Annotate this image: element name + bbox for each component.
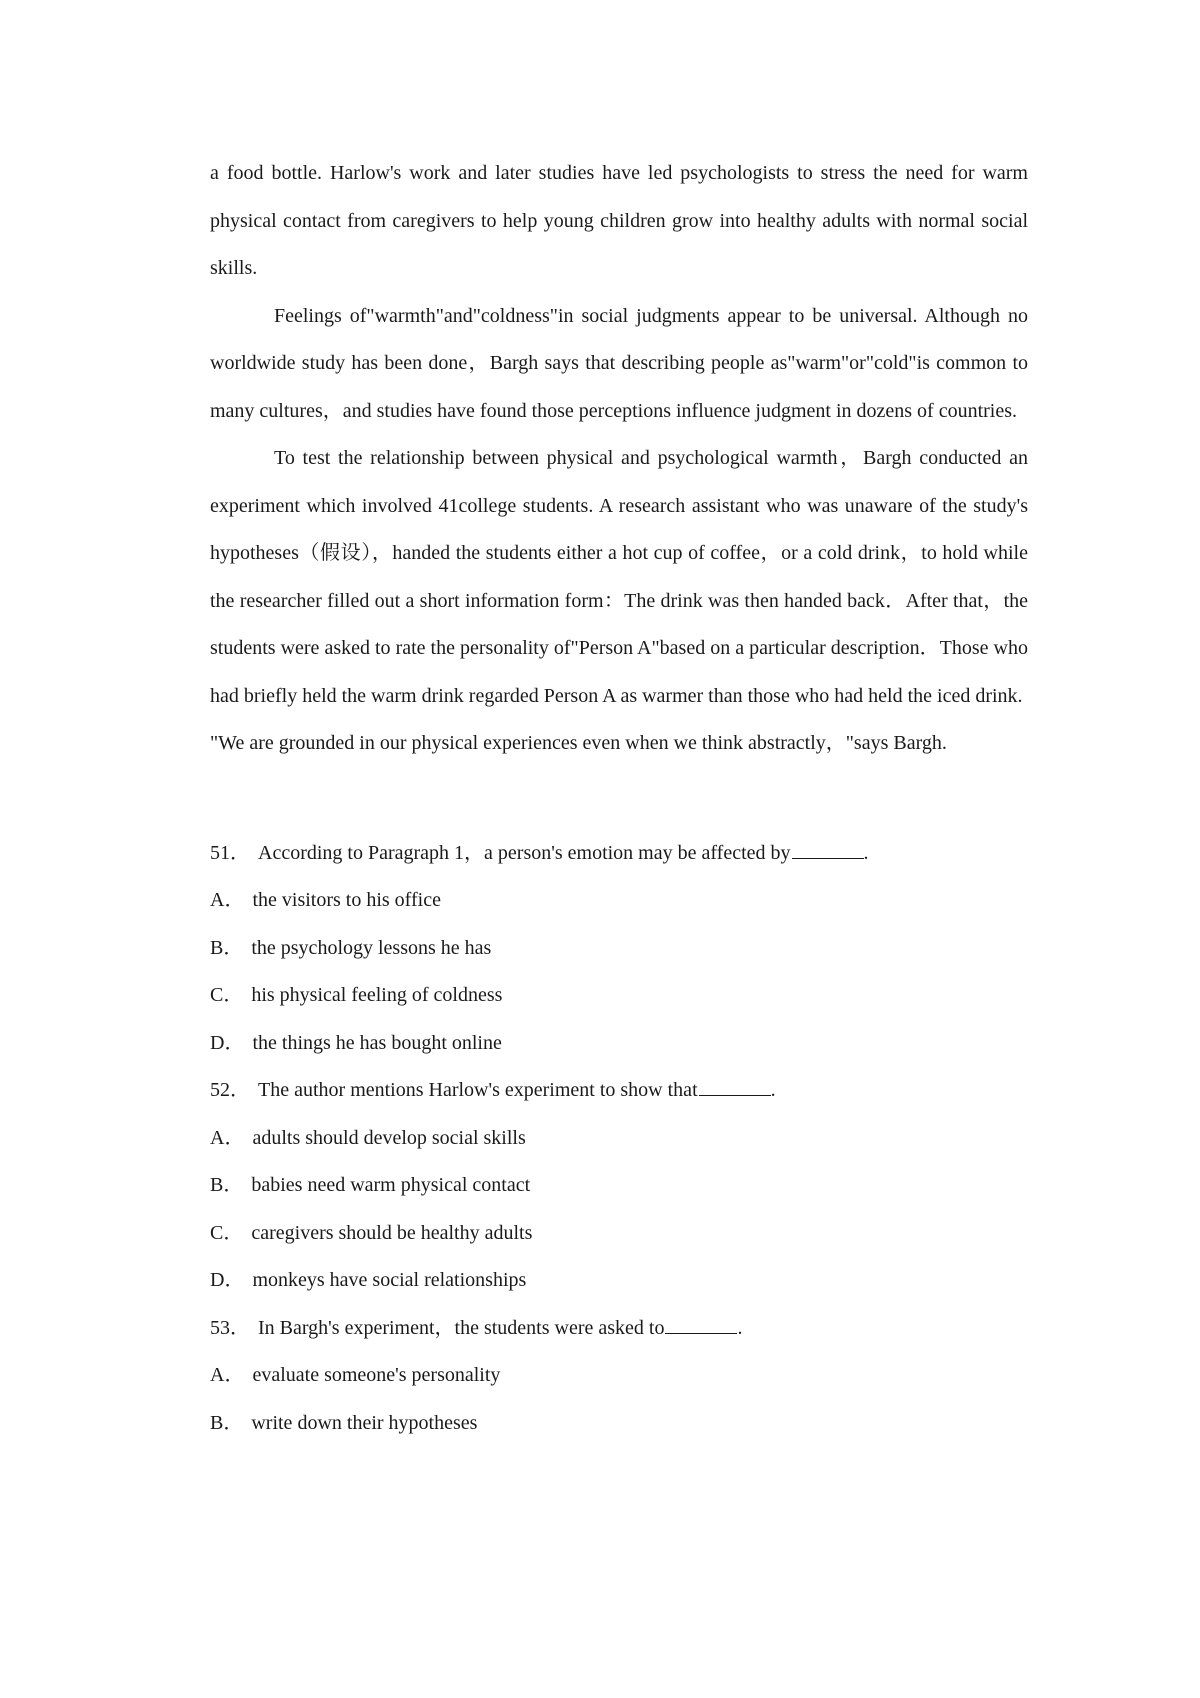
option-text: adults should develop social skills (252, 1126, 526, 1149)
option-letter: B． (210, 936, 244, 959)
option-text: caregivers should be healthy adults (251, 1221, 533, 1244)
answer-blank (792, 842, 864, 859)
option-51-d (210, 1020, 1028, 1068)
option-52-a (210, 1115, 1028, 1163)
answer-blank (665, 1317, 737, 1334)
question-end: . (863, 841, 869, 864)
option-letter: B． (210, 1174, 244, 1196)
option-letter: A． (210, 1364, 245, 1386)
question-51 (210, 830, 1028, 878)
option-letter: A． (210, 889, 245, 911)
option-letter: B． (210, 1411, 244, 1434)
question-number: 53． (210, 1316, 250, 1339)
question-stem: In Bargh's experiment，the students were asked to (258, 1316, 665, 1339)
question-stem: The author mentions Harlow's experiment to show that (258, 1079, 698, 1101)
option-letter: C． (210, 984, 244, 1006)
option-51-b (210, 925, 1028, 973)
question-number: 51． (210, 841, 250, 864)
question-stem: According to Paragraph 1，a person's emotion may be affected by (258, 841, 791, 864)
option-text: babies need warm physical contact (251, 1174, 531, 1196)
question-53 (210, 1305, 1028, 1353)
option-52-d (210, 1257, 1028, 1305)
option-52-c (210, 1210, 1028, 1258)
document-page (210, 150, 1028, 1447)
option-51-a (210, 877, 1028, 925)
option-letter: D． (210, 1269, 245, 1291)
option-53-b (210, 1400, 1028, 1448)
option-letter: A． (210, 1126, 245, 1149)
option-letter: D． (210, 1031, 245, 1054)
passage-quote: "We are grounded in our physical experiences even when we think abstractly，"says Bargh. (210, 732, 947, 754)
question-end: . (770, 1079, 776, 1101)
option-51-c (210, 972, 1028, 1020)
option-text: monkeys have social relationships (252, 1269, 527, 1291)
question-list (210, 830, 1028, 1448)
option-text: his physical feeling of coldness (251, 984, 503, 1006)
option-text: the things he has bought online (252, 1031, 502, 1054)
option-letter: C． (210, 1221, 244, 1244)
option-52-b (210, 1162, 1028, 1210)
question-end: . (737, 1316, 743, 1339)
passage-paragraph-1: a food bottle. Harlow's work and later studies have led psychologists to stress the need for warm physical contact from caregivers to help young children grow into healthy adults with normal social skills. (210, 162, 1028, 279)
question-number: 52． (210, 1079, 250, 1101)
option-text: the psychology lessons he has (251, 936, 492, 959)
passage-paragraph-2: Feelings of"warmth"and"coldness"in social judgments appear to be universal. Although no worldwide study has been done，Bargh says that describing people as"warm"or"cold"is common to many cultures，and studies have found those perceptions influence judgment in dozens of countries. (210, 304, 1028, 422)
question-52 (210, 1067, 1028, 1115)
passage-paragraph-3: To test the relationship between physical and psychological warmth，Bargh conducted an experiment which involved 41college students. A research assistant who was unaware of the study's hypotheses（假设），handed the students either a hot cup of coffee，or a cold drink，to hold while the researcher filled out a short information form：The drink was then handed back．After that，the students were asked to rate the personality of"Person A"based on a particular description．Those who had briefly held the warm drink regarded Person A as warmer than those who had held the iced drink. (210, 447, 1028, 707)
option-text: evaluate someone's personality (252, 1364, 501, 1386)
option-text: write down their hypotheses (251, 1411, 478, 1434)
option-53-a (210, 1352, 1028, 1400)
answer-blank (699, 1079, 771, 1096)
option-text: the visitors to his office (252, 889, 441, 911)
